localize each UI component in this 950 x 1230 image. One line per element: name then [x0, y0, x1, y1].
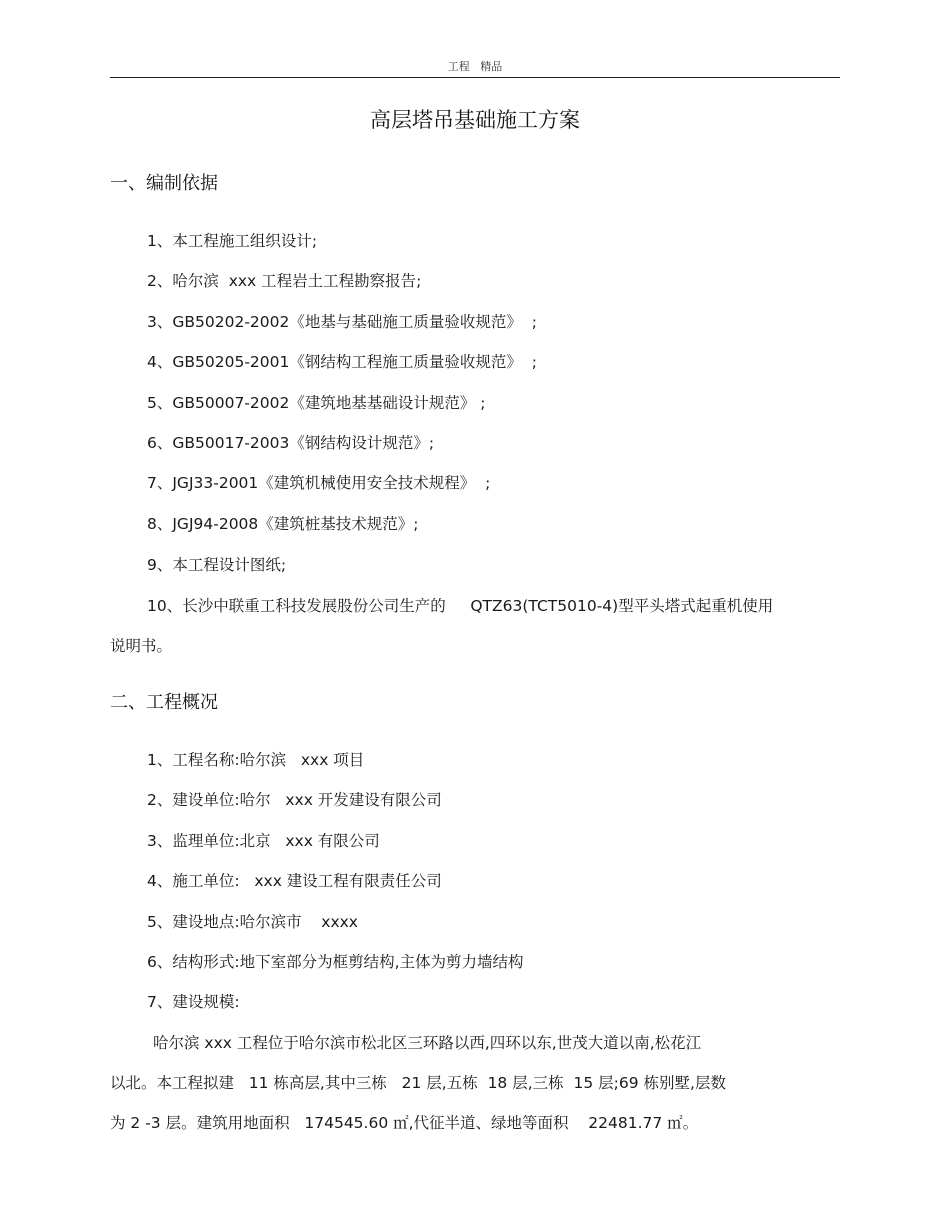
basis-item-8: 8、JGJ94-2008《建筑桩基技术规范》; — [147, 515, 419, 533]
section-heading-basis: 一、编制依据 — [110, 173, 218, 194]
basis-item-3: 3、GB50202-2002《地基与基础施工质量验收规范》 ; — [147, 313, 537, 331]
basis-item-7: 7、JGJ33-2001《建筑机械使用安全技术规程》 ; — [147, 474, 491, 492]
basis-item-1: 1、本工程施工组织设计; — [147, 232, 318, 250]
section-heading-overview: 二、工程概况 — [110, 692, 218, 713]
document-title: 高层塔吊基础施工方案 — [370, 108, 580, 132]
overview-item-contractor: 4、施工单位: xxx 建设工程有限责任公司 — [147, 872, 442, 890]
overview-item-structure: 6、结构形式:地下室部分为框剪结构,主体为剪力墙结构 — [147, 953, 524, 971]
basis-item-2: 2、哈尔滨 xxx 工程岩土工程勘察报告; — [147, 272, 422, 290]
basis-item-9: 9、本工程设计图纸; — [147, 556, 287, 574]
header-divider — [110, 77, 840, 78]
scale-paragraph-line3: 为 2 -3 层。建筑用地面积 174545.60 ㎡,代征半道、绿地等面积 22481.77 ㎡。 — [110, 1114, 699, 1132]
overview-item-project-name: 1、工程名称:哈尔滨 xxx 项目 — [147, 751, 365, 769]
overview-item-owner: 2、建设单位:哈尔 xxx 开发建设有限公司 — [147, 791, 442, 809]
basis-item-4: 4、GB50205-2001《钢结构工程施工质量验收规范》 ; — [147, 353, 537, 371]
overview-item-location: 5、建设地点:哈尔滨市 xxxx — [147, 913, 358, 931]
scale-paragraph-line2: 以北。本工程拟建 11 栋高层,其中三栋 21 层,五栋 18 层,三栋 15 层;69 栋别墅,层数 — [110, 1074, 726, 1092]
scale-paragraph-line1: 哈尔滨 xxx 工程位于哈尔滨市松北区三环路以西,四环以东,世茂大道以南,松花江 — [153, 1034, 702, 1052]
basis-item-5: 5、GB50007-2002《建筑地基基础设计规范》 ; — [147, 394, 486, 412]
page-header: 工程 精品 — [447, 60, 503, 73]
overview-item-scale: 7、建设规模: — [147, 993, 240, 1011]
overview-item-supervisor: 3、监理单位:北京 xxx 有限公司 — [147, 832, 380, 850]
basis-item-6: 6、GB50017-2003《钢结构设计规范》; — [147, 434, 435, 452]
basis-item-10-line1: 10、长沙中联重工科技发展股份公司生产的 QTZ63(TCT5010-4)型平头塔式起重机使用 — [147, 597, 774, 615]
basis-item-10-line2: 说明书。 — [110, 637, 173, 655]
